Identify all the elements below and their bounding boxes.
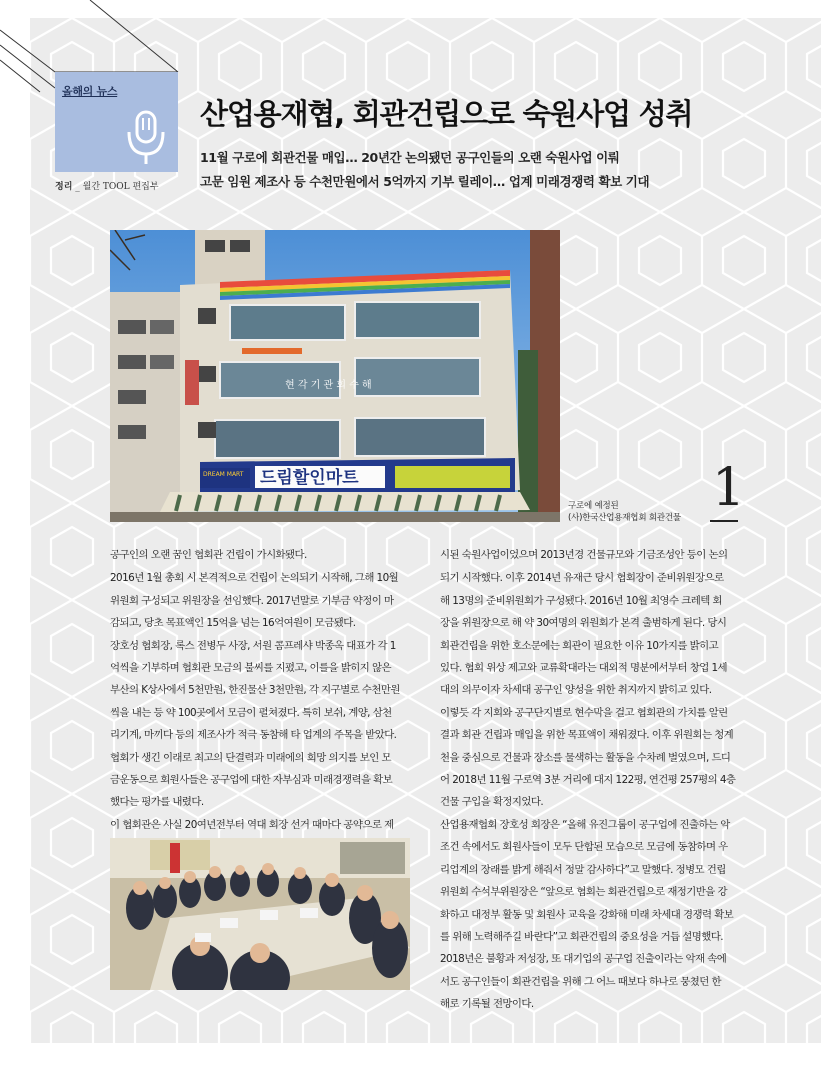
body-right-line: 대의 의무이자 차세대 공구인 양성을 위한 취지까지 밝히고 있다. <box>440 684 712 696</box>
category-label: 올해의 뉴스 <box>62 85 118 98</box>
store-brand-small: DREAM MART <box>203 471 244 478</box>
body-right-line: 리업계의 장래를 밝게 해줘서 정말 감사하다”고 말했다. 정병모 건립 <box>440 864 726 876</box>
body-left-line: 공구인의 오랜 꿈인 협회관 건립이 가시화됐다. <box>110 549 307 561</box>
body-left-line: 협회가 생긴 이래로 최고의 단결력과 미래에의 희망 의지를 보인 모 <box>110 752 391 764</box>
byline-prefix: 정리 <box>55 182 73 192</box>
building-photo <box>110 230 560 522</box>
body-right-line: 서도 공구인들이 회관건립을 위해 그 어느 때보다 하나로 뭉쳤던 한 <box>440 976 721 988</box>
store-sign: 드림할인마트 <box>260 468 359 488</box>
meeting-photo <box>110 838 410 990</box>
body-right-line: 위원회 수석부위원장은 “앞으로 협회는 회관건립으로 재정기반을 강 <box>440 886 727 898</box>
body-left-line: 했다는 평가를 내렸다. <box>110 796 204 808</box>
caption-number: 1 <box>712 458 746 518</box>
byline: 정리 _ 월간 TOOL 편집부 <box>55 182 159 192</box>
body-right-line: 이렇듯 각 지회와 공구단지별로 현수막을 걸고 협회관의 가치를 알린 <box>440 707 728 719</box>
body-left-line: 부산의 K상사에서 5천만원, 한진물산 3천만원, 각 지구별로 수천만원 <box>110 684 400 696</box>
body-right-line: 있다. 협회 위상 제고와 교류확대라는 대외적 명분에서부터 창업 1세 <box>440 662 727 674</box>
body-right-line: 2018년은 불황과 저성장, 또 대기업의 공구업 진출이라는 악재 속에 <box>440 953 727 965</box>
caption-line-2: (사)한국산업용재협회 회관건물 <box>568 513 681 523</box>
body-right-line: 되기 시작했다. 이후 2014년 유재근 당시 협회장이 준비위원장으로 <box>440 572 724 584</box>
body-left-line: 리기계, 마끼다 등의 제조사가 적극 동참해 타 업계의 주목을 받았다. <box>110 729 397 741</box>
body-right-line: 산업용재협회 장호성 회장은 “올해 유진그룹이 공구업에 진출하는 악 <box>440 819 730 831</box>
body-right-line: 를 위해 노력해주길 바란다”고 회관건립의 중요성을 거듭 설명했다. <box>440 931 724 943</box>
body-left-line: 억씩을 기부하며 협회관 모금의 불씨를 지폈고, 이를을 밝히지 않은 <box>110 662 391 674</box>
body-left-line: 금운동으로 회원사들은 공구업에 대한 자부심과 미래경쟁력을 확보 <box>110 774 393 786</box>
body-right-line: 해 13명의 준비위원회가 구성됐다. 2016년 10월 최영수 크레텍 회 <box>440 595 722 607</box>
body-left-line: 장호성 협회장, 록스 전병두 사장, 서원 콤프레샤 박종옥 대표가 각 1 <box>110 640 396 652</box>
body-right-line: 결과 회관 건립과 매입을 위한 목표액이 채워졌다. 이후 위원회는 청계 <box>440 729 734 741</box>
photo-caption <box>568 500 681 524</box>
body-right-line: 천을 중심으로 건물과 장소를 물색하는 활동을 수차례 벌였으며, 드디 <box>440 752 731 764</box>
body-left-line: 위원회 구성되고 위원장을 선임했다. 2017년말로 기부금 약정이 마 <box>110 595 394 607</box>
body-right-line: 화하고 대정부 활동 및 회원사 교육을 강화해 미래 차세대 경쟁력 확보 <box>440 909 734 921</box>
microphone-icon <box>125 110 167 168</box>
subhead-2: 고문 임원 제조사 등 수천만원에서 5억까지 기부 릴레이… 업계 미래경쟁력 확보 기대 <box>200 174 650 189</box>
number-underline <box>710 520 738 522</box>
body-right-line: 회관건립을 위한 호소문에는 회관이 필요한 이유 10가지를 밝히고 <box>440 640 719 652</box>
body-right-line: 조건 속에서도 회원사들이 모두 단합된 모습으로 모금에 동참하며 우 <box>440 841 728 853</box>
body-left-line: 씩을 내는 등 약 100곳에서 모금이 펼쳐졌다. 특히 보쉬, 계양, 삼천 <box>110 707 392 719</box>
byline-author: 월간 TOOL 편집부 <box>82 182 159 192</box>
body-left-line: 감되고, 당초 목표액인 15억을 넘는 16억여원이 모금됐다. <box>110 617 356 629</box>
headline: 산업용재협, 회관건립으로 숙원사업 성취 <box>200 97 693 131</box>
body-right-line: 장을 위원장으로 해 약 30여명의 위원회가 본격 출범하게 된다. 당시 <box>440 617 727 629</box>
body-left-line: 2016년 1월 총회 시 본격적으로 건립이 논의되기 시작해, 그해 10월 <box>110 572 399 584</box>
caption-line-1: 구로에 예정된 <box>568 501 619 511</box>
subhead-1: 11월 구로에 회관건물 매입… 20년간 논의됐던 공구인들의 오랜 숙원사업 이뤄 <box>200 150 620 165</box>
body-right-line: 시된 숙원사업이었으며 2013년경 건물규모와 기금조성안 등이 논의 <box>440 549 728 561</box>
window-text: 현 각 기 관 회 수 해 <box>285 380 372 391</box>
body-right-line: 해로 기록될 전망이다. <box>440 998 534 1010</box>
body-right-line: 건물 구입을 확정지었다. <box>440 796 544 808</box>
body-right-line: 어 2018년 11월 구로역 3분 거리에 대지 122평, 연건평 257평의 4층 <box>440 774 736 786</box>
body-left-line: 이 협회관은 사실 20여년전부터 역대 회장 선거 때마다 공약으로 제 <box>110 819 394 831</box>
